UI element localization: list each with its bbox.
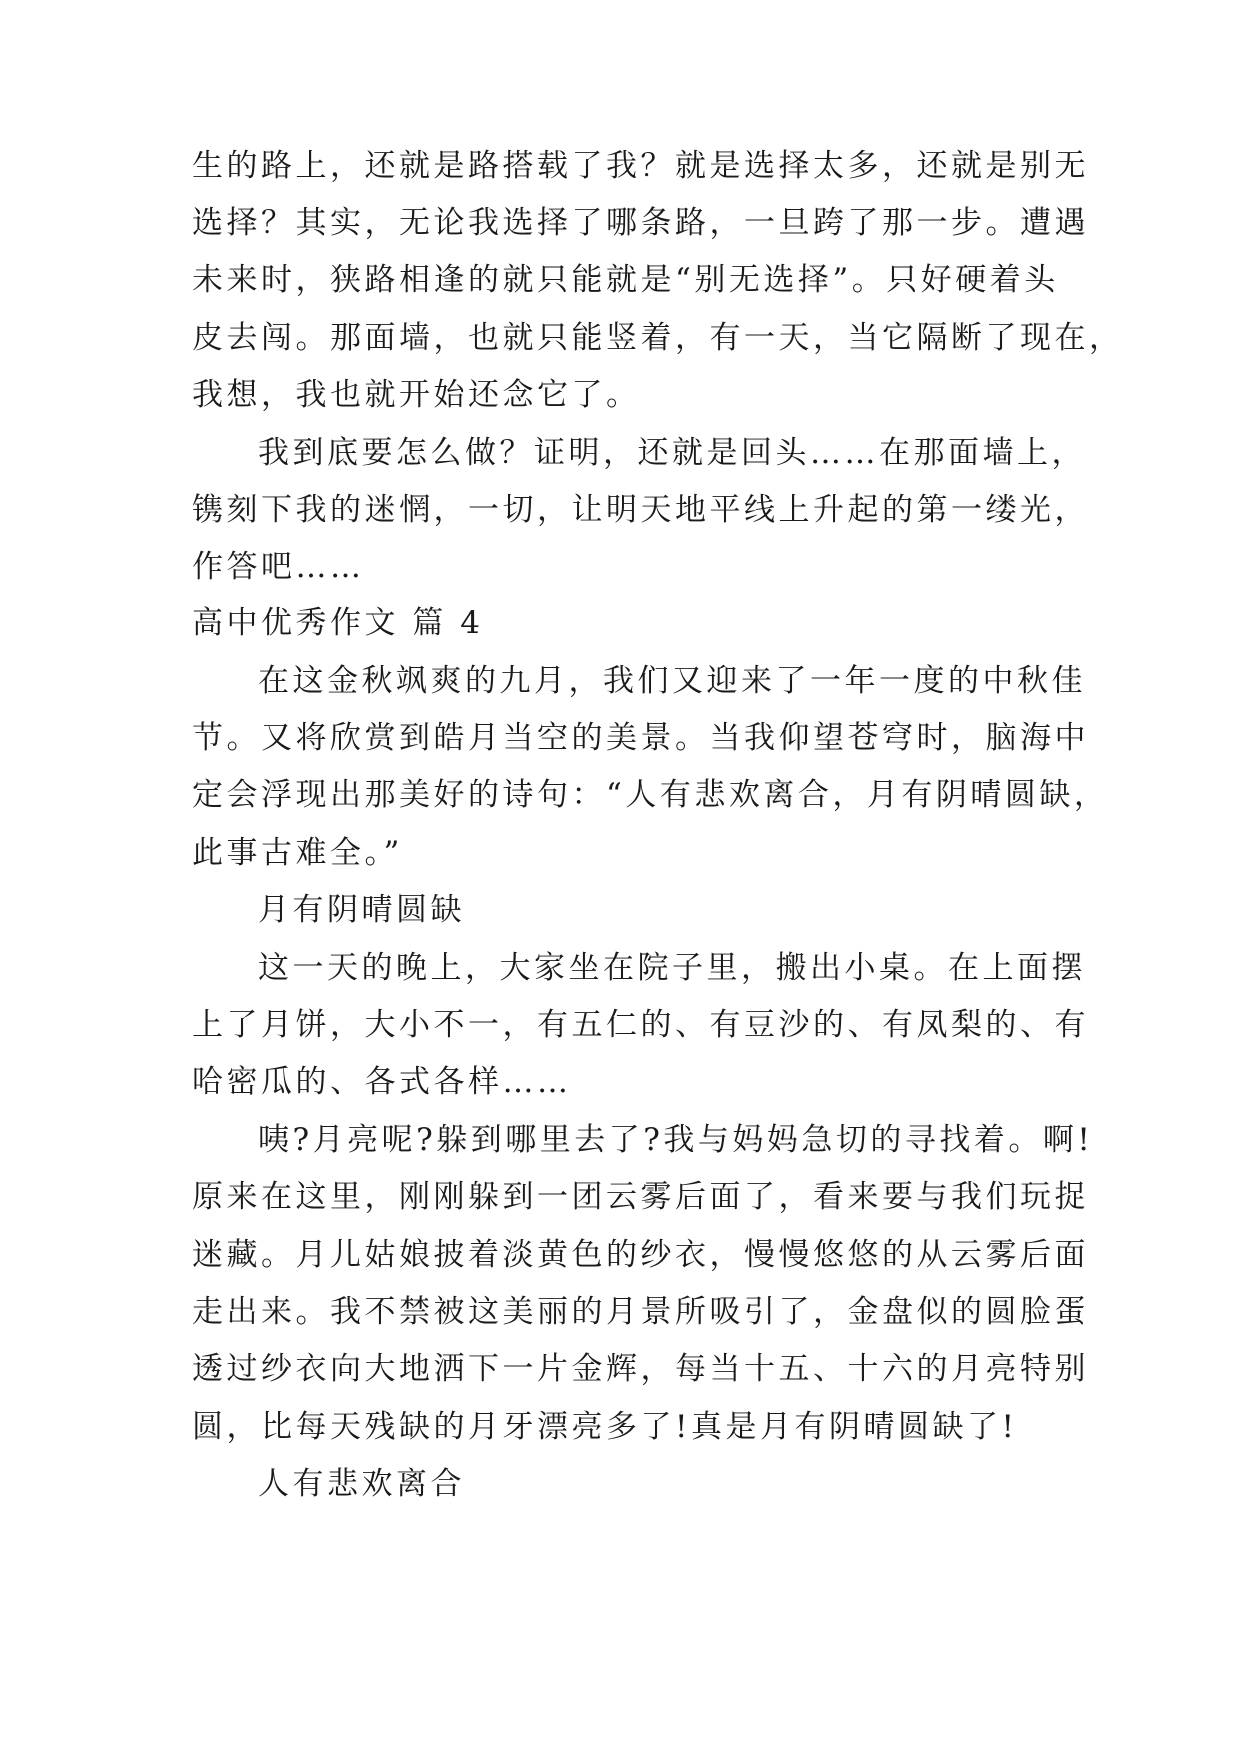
text-line: 定会浮现出那美好的诗句：“人有悲欢离合，月有阴晴圆缺，	[192, 777, 1109, 813]
text-line: 走出来。我不禁被这美丽的月景所吸引了，金盘似的圆脸蛋	[192, 1294, 1089, 1330]
subheading-line: 人有悲欢离合	[258, 1466, 465, 1502]
text-line: 圆，比每天残缺的月牙漂亮多了!真是月有阴晴圆缺了!	[192, 1409, 1018, 1445]
text-line: 哈密瓜的、各式各样……	[192, 1064, 572, 1100]
text-line: 此事古难全。”	[192, 835, 403, 871]
text-line: 作答吧……	[192, 549, 365, 585]
text-line: 咦?月亮呢?躲到哪里去了?我与妈妈急切的寻找着。啊!	[258, 1122, 1094, 1158]
text-line: 迷藏。月儿姑娘披着淡黄色的纱衣，慢慢悠悠的从云雾后面	[192, 1237, 1089, 1273]
text-line: 生的路上，还就是路搭载了我？就是选择太多，还就是别无	[192, 148, 1089, 184]
text-line: 这一天的晚上，大家坐在院子里，搬出小桌。在上面摆	[258, 950, 1086, 986]
text-line: 未来时，狭路相逢的就只能就是“别无选择”。只好硬着头	[192, 262, 1059, 298]
text-line: 在这金秋飒爽的九月，我们又迎来了一年一度的中秋佳	[258, 663, 1086, 699]
text-line: 皮去闯。那面墙，也就只能竖着，有一天，当它隔断了现在，	[192, 320, 1124, 356]
text-line: 镌刻下我的迷惘，一切，让明天地平线上升起的第一缕光，	[192, 492, 1089, 528]
subheading-line: 月有阴晴圆缺	[258, 892, 465, 928]
text-line: 节。又将欣赏到皓月当空的美景。当我仰望苍穹时，脑海中	[192, 720, 1089, 756]
text-line: 透过纱衣向大地洒下一片金辉，每当十五、十六的月亮特别	[192, 1351, 1089, 1387]
text-line: 原来在这里，刚刚躲到一团云雾后面了，看来要与我们玩捉	[192, 1179, 1089, 1215]
text-line: 我到底要怎么做？证明，还就是回头……在那面墙上，	[258, 435, 1086, 471]
section-heading: 高中优秀作文 篇 4	[192, 605, 484, 641]
text-line: 我想，我也就开始还念它了。	[192, 377, 641, 413]
text-line: 上了月饼，大小不一，有五仁的、有豆沙的、有凤梨的、有	[192, 1007, 1089, 1043]
text-line: 选择？其实，无论我选择了哪条路，一旦跨了那一步。遭遇	[192, 205, 1089, 241]
